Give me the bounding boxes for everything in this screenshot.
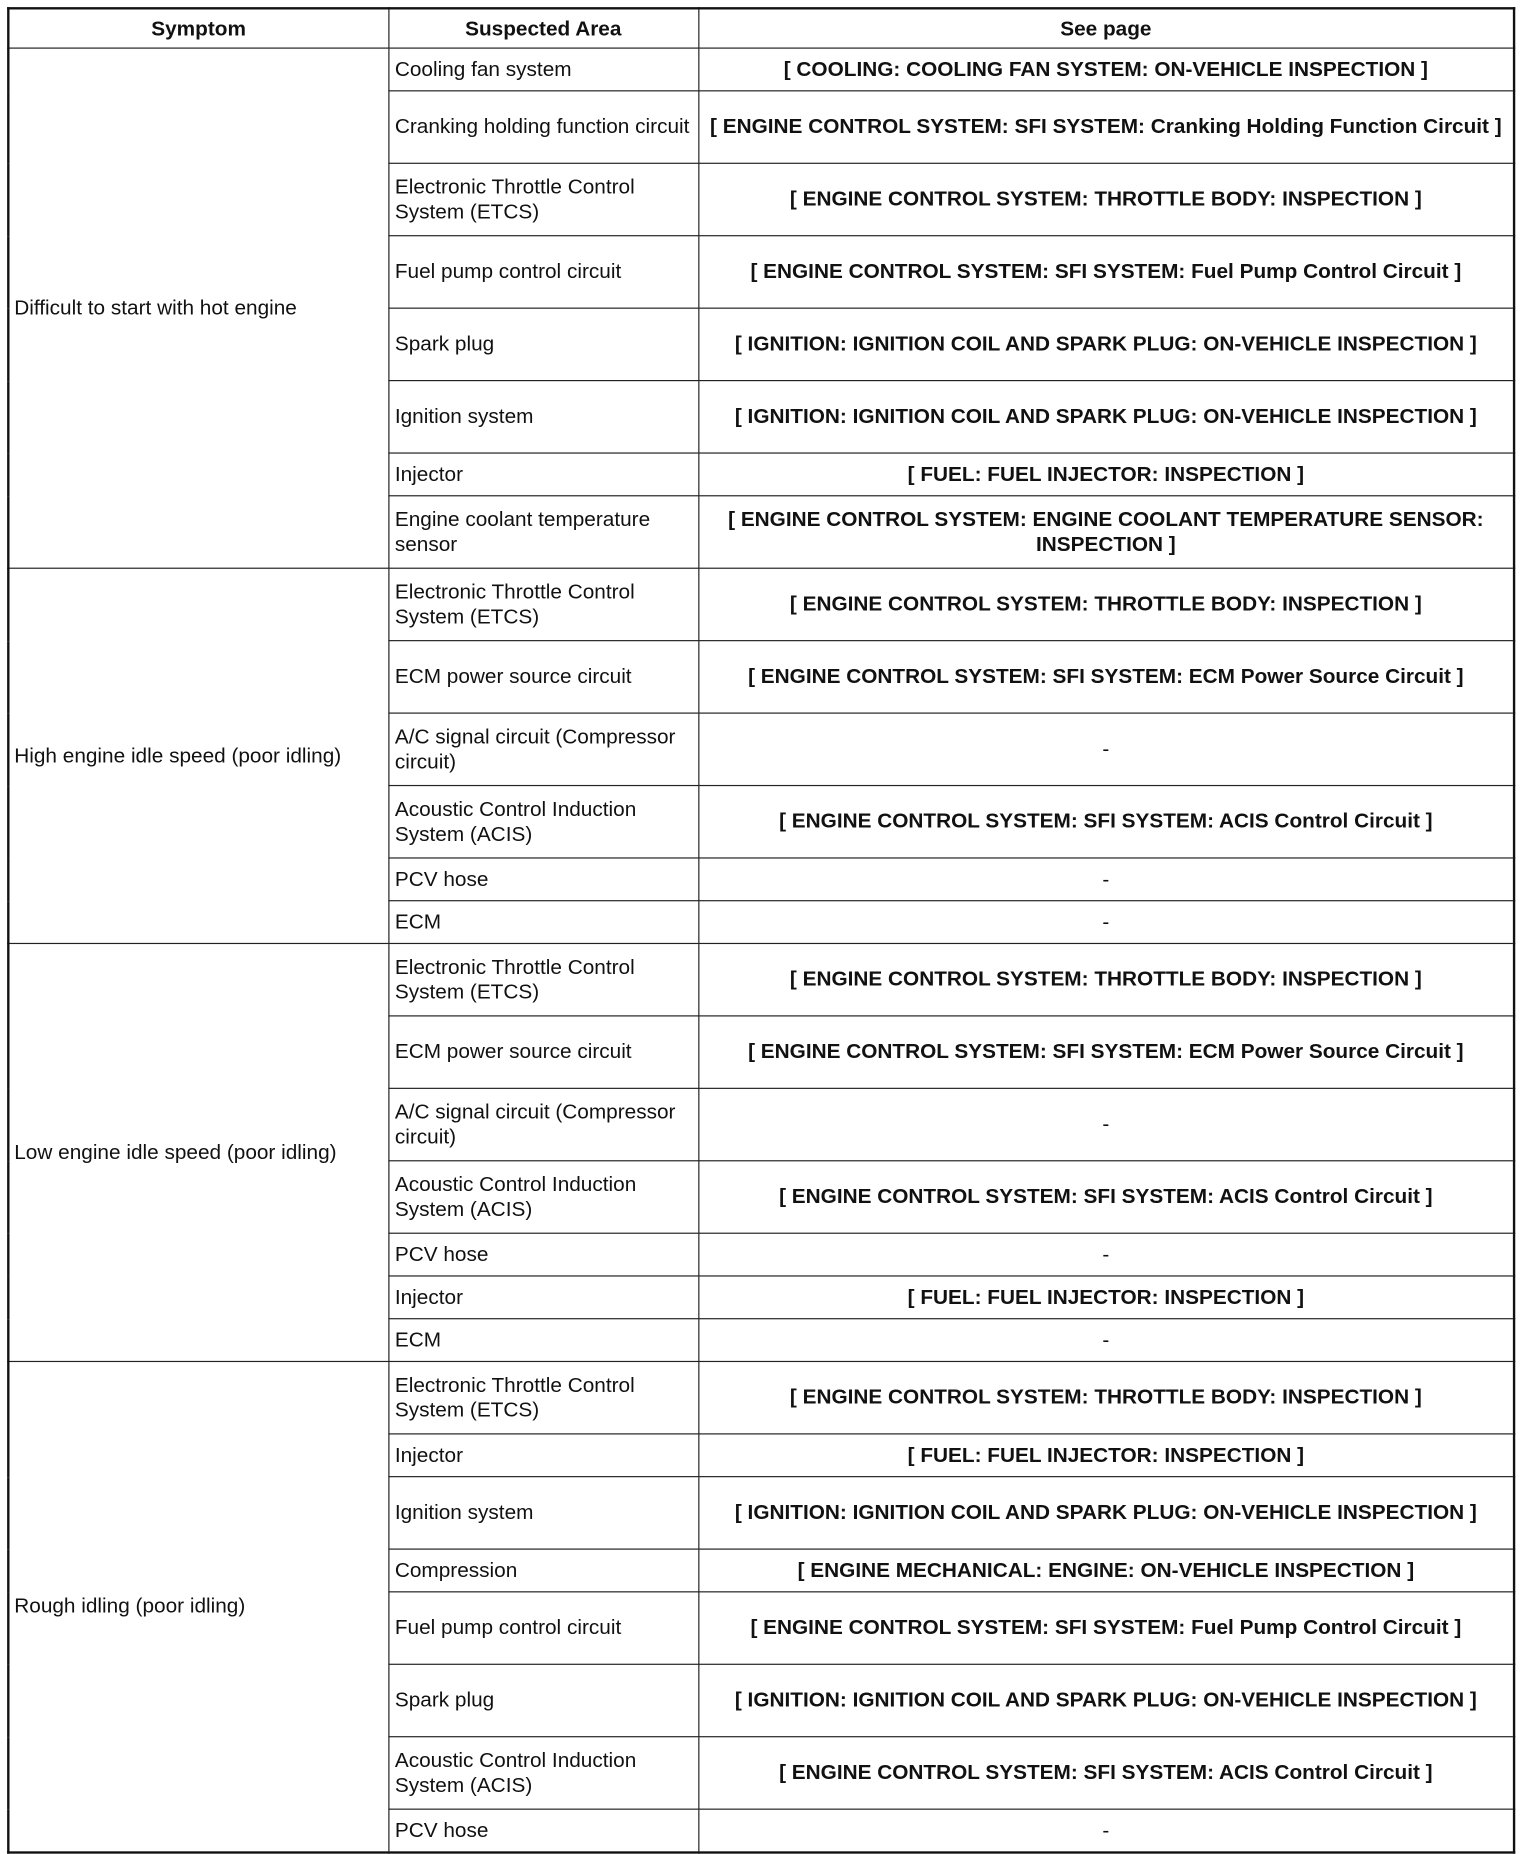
suspected-area-cell: Injector (388, 453, 698, 496)
see-page-link[interactable]: [ FUEL: FUEL INJECTOR: INSPECTION ] (698, 453, 1514, 496)
suspected-area-cell: PCV hose (388, 1809, 698, 1852)
suspected-area-cell: A/C signal circuit (Compressor circuit) (388, 713, 698, 785)
see-page-empty: - (698, 858, 1514, 901)
see-page-link[interactable]: [ ENGINE CONTROL SYSTEM: ENGINE COOLANT TEMPERATURE SENSOR: INSPECTION ] (698, 496, 1514, 568)
table-row (8, 568, 1514, 640)
see-page-empty: - (698, 1319, 1514, 1362)
see-page-link[interactable]: [ IGNITION: IGNITION COIL AND SPARK PLUG: ON-VEHICLE INSPECTION ] (698, 308, 1514, 380)
see-page-empty: - (698, 713, 1514, 785)
suspected-area-cell: ECM (388, 901, 698, 944)
symptom-cell: High engine idle speed (poor idling) (8, 568, 388, 943)
header-row (8, 8, 1514, 48)
symptom-cell: Difficult to start with hot engine (8, 48, 388, 568)
suspected-area-cell: Acoustic Control Induction System (ACIS) (388, 1737, 698, 1809)
see-page-link[interactable]: [ ENGINE CONTROL SYSTEM: SFI SYSTEM: Fuel Pump Control Circuit ] (698, 1592, 1514, 1664)
suspected-area-cell: Injector (388, 1276, 698, 1319)
suspected-area-cell: Electronic Throttle Control System (ETCS) (388, 943, 698, 1015)
see-page-link[interactable]: [ IGNITION: IGNITION COIL AND SPARK PLUG: ON-VEHICLE INSPECTION ] (698, 1664, 1514, 1736)
suspected-area-cell: Engine coolant temperature sensor (388, 496, 698, 568)
see-page-empty: - (698, 1088, 1514, 1160)
suspected-area-cell: Fuel pump control circuit (388, 236, 698, 308)
suspected-area-cell: Injector (388, 1434, 698, 1477)
suspected-area-cell: Ignition system (388, 381, 698, 453)
see-page-link[interactable]: [ IGNITION: IGNITION COIL AND SPARK PLUG: ON-VEHICLE INSPECTION ] (698, 1477, 1514, 1549)
see-page-link[interactable]: [ ENGINE CONTROL SYSTEM: THROTTLE BODY: INSPECTION ] (698, 943, 1514, 1015)
suspected-area-cell: Electronic Throttle Control System (ETCS) (388, 1361, 698, 1433)
suspected-area-cell: ECM power source circuit (388, 641, 698, 713)
suspected-area-cell: Cooling fan system (388, 48, 698, 91)
table-row (8, 943, 1514, 1015)
header-symptom: Symptom (8, 8, 388, 48)
see-page-empty: - (698, 901, 1514, 944)
see-page-link[interactable]: [ IGNITION: IGNITION COIL AND SPARK PLUG: ON-VEHICLE INSPECTION ] (698, 381, 1514, 453)
see-page-link[interactable]: [ FUEL: FUEL INJECTOR: INSPECTION ] (698, 1276, 1514, 1319)
see-page-link[interactable]: [ ENGINE CONTROL SYSTEM: THROTTLE BODY: INSPECTION ] (698, 1361, 1514, 1433)
see-page-link[interactable]: [ ENGINE CONTROL SYSTEM: SFI SYSTEM: ECM Power Source Circuit ] (698, 641, 1514, 713)
header-see-page: See page (698, 8, 1514, 48)
suspected-area-cell: Spark plug (388, 308, 698, 380)
see-page-link[interactable]: [ ENGINE CONTROL SYSTEM: SFI SYSTEM: ACIS Control Circuit ] (698, 786, 1514, 858)
table-row (8, 48, 1514, 91)
suspected-area-cell: ECM power source circuit (388, 1016, 698, 1088)
symptom-cell: Rough idling (poor idling) (8, 1361, 388, 1852)
see-page-link[interactable]: [ ENGINE CONTROL SYSTEM: SFI SYSTEM: ACIS Control Circuit ] (698, 1737, 1514, 1809)
suspected-area-cell: Compression (388, 1549, 698, 1592)
suspected-area-cell: ECM (388, 1319, 698, 1362)
table-row (8, 1361, 1514, 1433)
see-page-link[interactable]: [ ENGINE CONTROL SYSTEM: THROTTLE BODY: INSPECTION ] (698, 568, 1514, 640)
suspected-area-cell: Fuel pump control circuit (388, 1592, 698, 1664)
see-page-link[interactable]: [ ENGINE CONTROL SYSTEM: SFI SYSTEM: ACIS Control Circuit ] (698, 1161, 1514, 1233)
see-page-link[interactable]: [ COOLING: COOLING FAN SYSTEM: ON-VEHICLE INSPECTION ] (698, 48, 1514, 91)
suspected-area-cell: PCV hose (388, 1233, 698, 1276)
suspected-area-cell: Ignition system (388, 1477, 698, 1549)
suspected-area-cell: Acoustic Control Induction System (ACIS) (388, 1161, 698, 1233)
suspected-area-cell: A/C signal circuit (Compressor circuit) (388, 1088, 698, 1160)
suspected-area-cell: Acoustic Control Induction System (ACIS) (388, 786, 698, 858)
suspected-area-cell: Spark plug (388, 1664, 698, 1736)
see-page-link[interactable]: [ FUEL: FUEL INJECTOR: INSPECTION ] (698, 1434, 1514, 1477)
see-page-empty: - (698, 1233, 1514, 1276)
suspected-area-cell: PCV hose (388, 858, 698, 901)
suspected-area-cell: Electronic Throttle Control System (ETCS) (388, 163, 698, 235)
header-suspected-area: Suspected Area (388, 8, 698, 48)
suspected-area-cell: Electronic Throttle Control System (ETCS) (388, 568, 698, 640)
see-page-empty: - (698, 1809, 1514, 1852)
see-page-link[interactable]: [ ENGINE CONTROL SYSTEM: SFI SYSTEM: Cranking Holding Function Circuit ] (698, 91, 1514, 163)
symptom-cell: Low engine idle speed (poor idling) (8, 943, 388, 1361)
symptom-table (7, 7, 1515, 1854)
see-page-link[interactable]: [ ENGINE CONTROL SYSTEM: SFI SYSTEM: Fuel Pump Control Circuit ] (698, 236, 1514, 308)
see-page-link[interactable]: [ ENGINE CONTROL SYSTEM: SFI SYSTEM: ECM Power Source Circuit ] (698, 1016, 1514, 1088)
see-page-link[interactable]: [ ENGINE MECHANICAL: ENGINE: ON-VEHICLE INSPECTION ] (698, 1549, 1514, 1592)
see-page-link[interactable]: [ ENGINE CONTROL SYSTEM: THROTTLE BODY: INSPECTION ] (698, 163, 1514, 235)
suspected-area-cell: Cranking holding function circuit (388, 91, 698, 163)
